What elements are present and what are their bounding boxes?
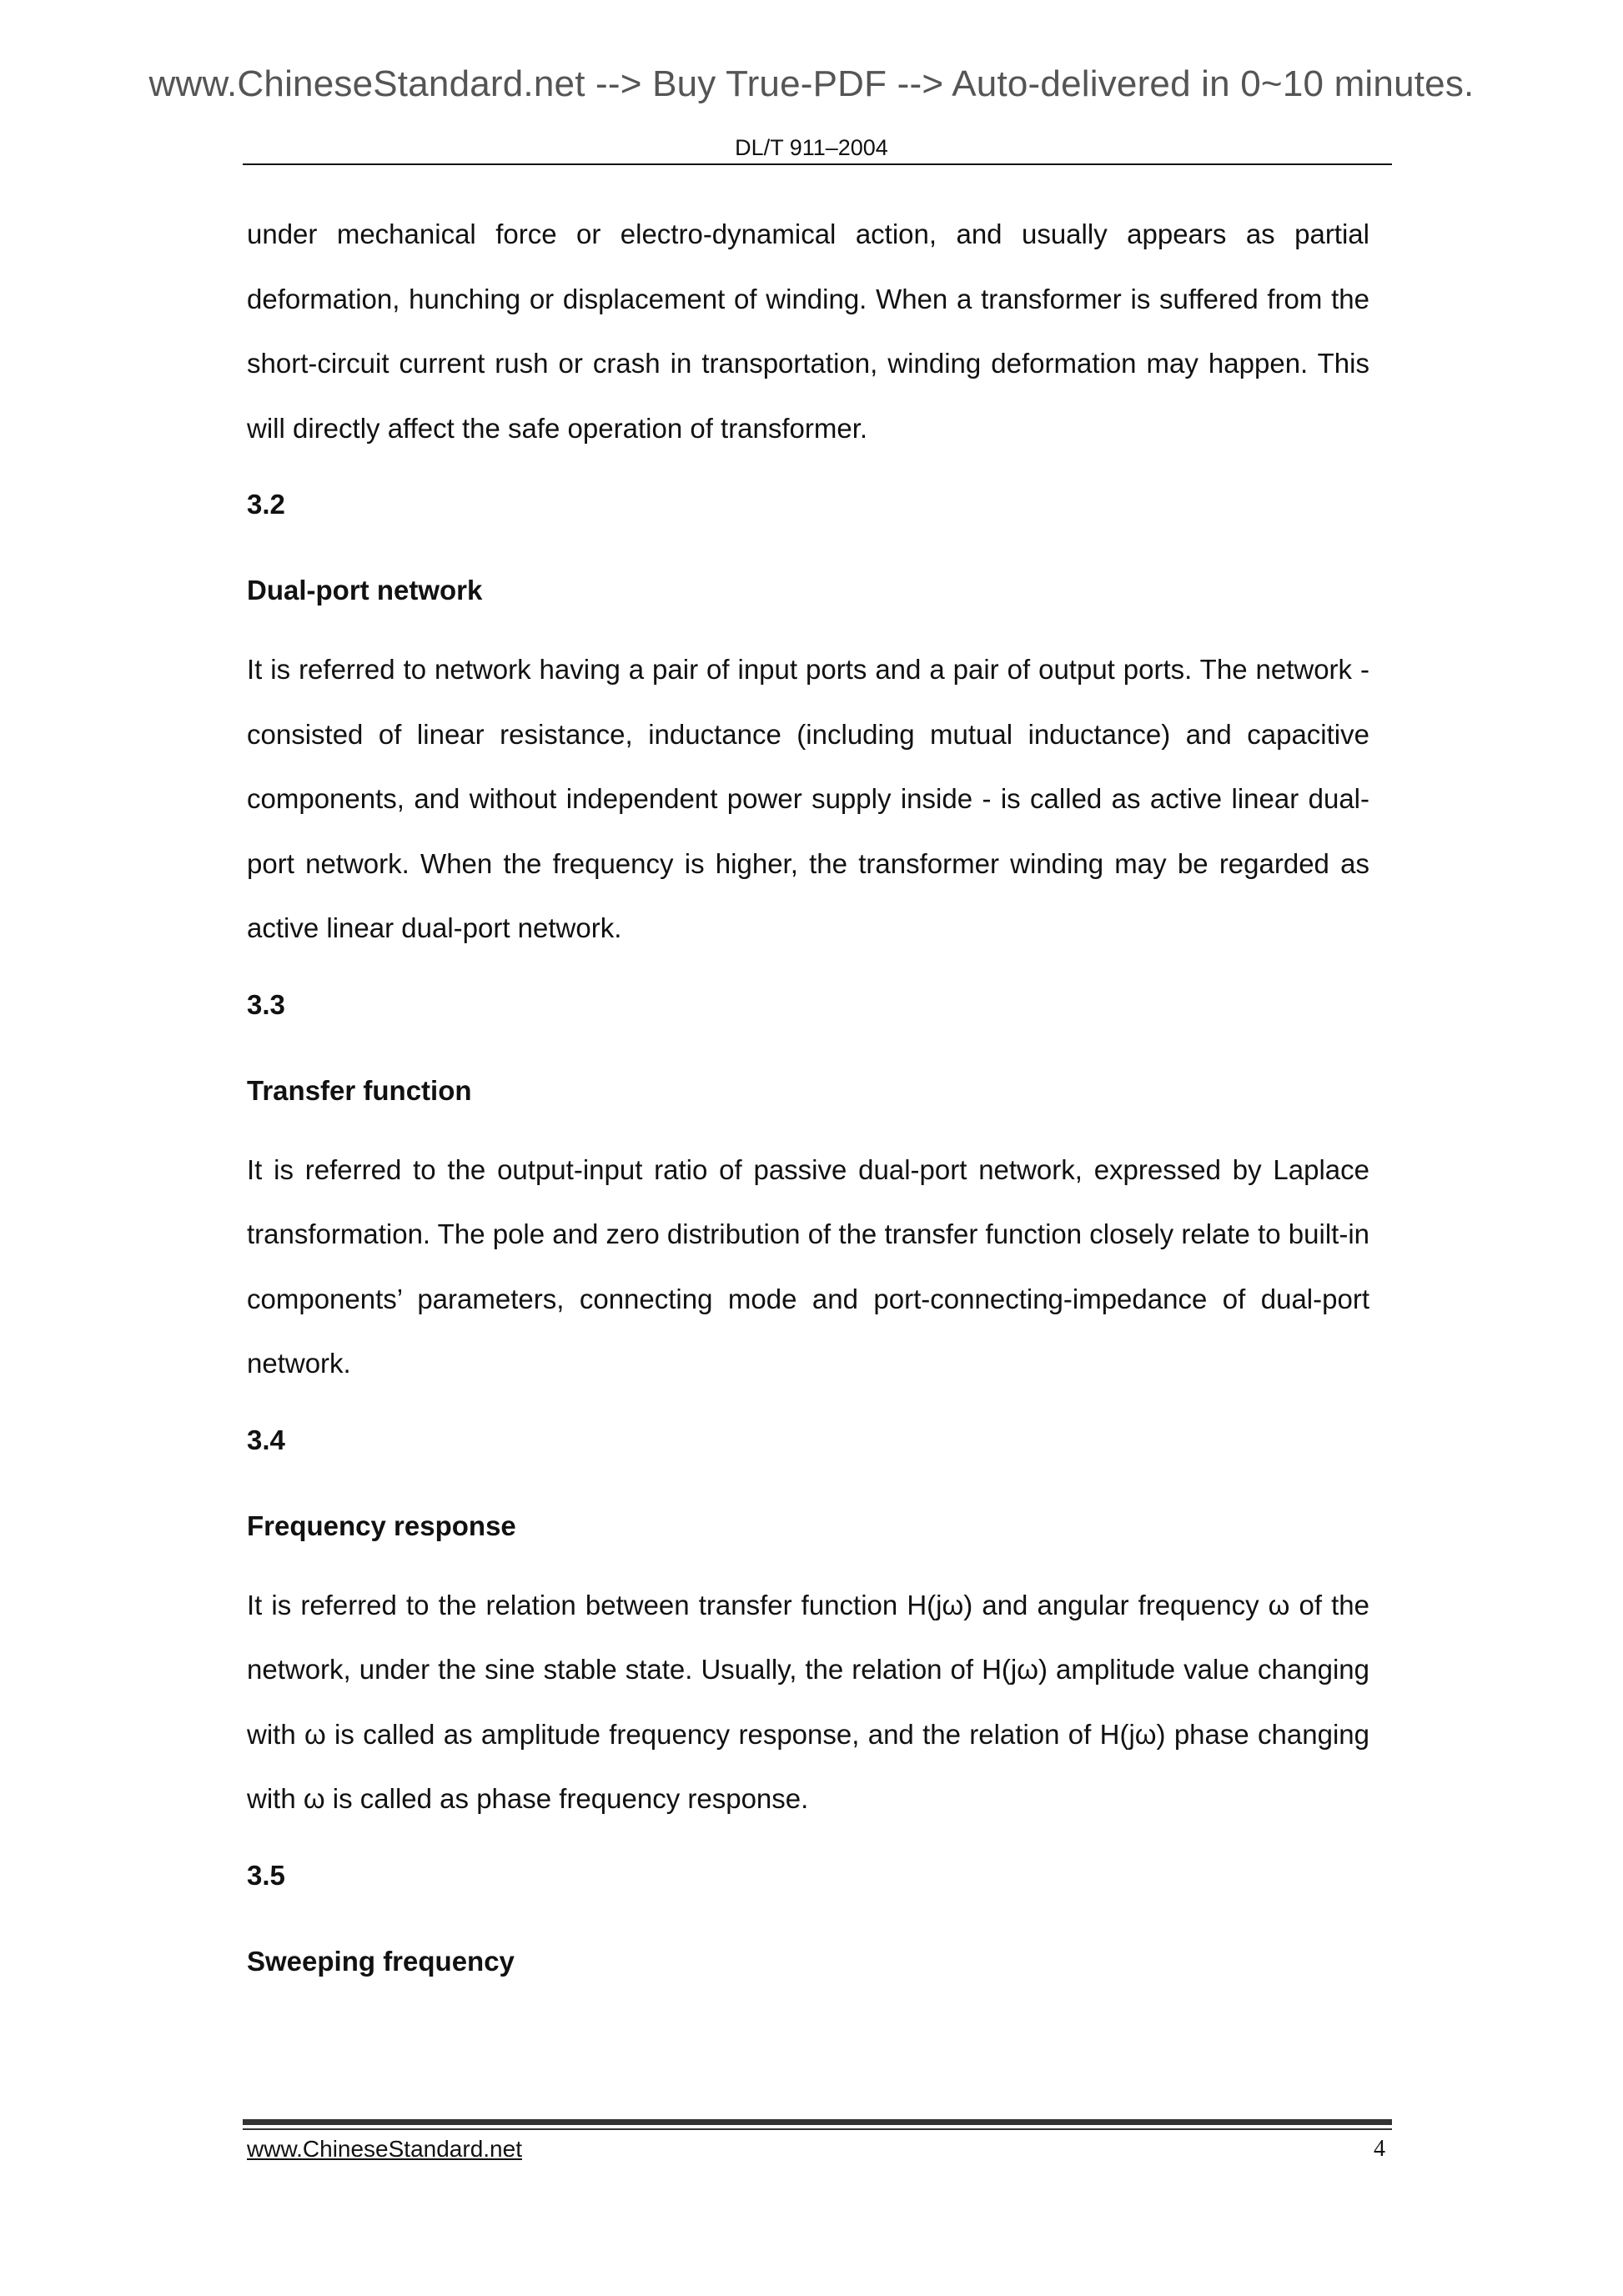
- document-code: DL/T 911–2004: [735, 135, 888, 160]
- footer-site-link[interactable]: www.ChineseStandard.net: [247, 2136, 522, 2162]
- header-divider: [243, 163, 1392, 165]
- section-title-dual-port-network: Dual-port network: [247, 575, 483, 605]
- section-text-dual-port-network: It is referred to network having a pair of input ports and a pair of output ports. The network - consisted of linear resistance, inductance (including mutual inductance) and capacitive components, and without independent power supply inside - is called as active linear dual-port network. When the frequency is higher, the transformer winding may be regarded as active linear dual-port network.: [247, 654, 1369, 943]
- section-title-transfer-function: Transfer function: [247, 1074, 472, 1106]
- section-text-transfer-function: It is referred to the output-input ratio of passive dual-port network, expressed by Laplace transformation. The pole and zero distribution of the transfer function closely relate to built-in components’ parameters, connecting mode and port-connecting-impedance of dual-port network.: [247, 1153, 1369, 1379]
- section-number-3-5: 3.5: [247, 1859, 285, 1891]
- intro-paragraph: under mechanical force or electro-dynamical action, and usually appears as partial deformation, hunching or displacement of winding. When a transformer is suffered from the short-circuit current rush or crash in transportation, winding deformation may happen. This will directly affect the safe operation of transformer.: [247, 219, 1369, 444]
- section-text-frequency-response: It is referred to the relation between transfer function H(jω) and angular frequency ω of the network, under the sine stable state. Usually, the relation of H(jω) amplitude value changing with ω is called as amplitude frequency response, and the relation of H(jω) phase changing with ω is called as phase frequency response.: [247, 1589, 1369, 1814]
- footer-divider-thin: [243, 2128, 1392, 2130]
- page-number: 4: [1374, 2136, 1385, 2162]
- footer-divider-thick: [243, 2119, 1392, 2125]
- section-number-3-4: 3.4: [247, 1424, 285, 1455]
- section-title-frequency-response: Frequency response: [247, 1510, 516, 1541]
- section-title-sweeping-frequency: Sweeping frequency: [247, 1945, 515, 1977]
- section-number-3-2: 3.2: [247, 489, 285, 520]
- document-body: [247, 202, 1369, 2003]
- store-banner: www.ChineseStandard.net --> Buy True-PDF --> Auto-delivered in 0~10 minutes.: [148, 63, 1475, 104]
- section-number-3-3: 3.3: [247, 988, 285, 1020]
